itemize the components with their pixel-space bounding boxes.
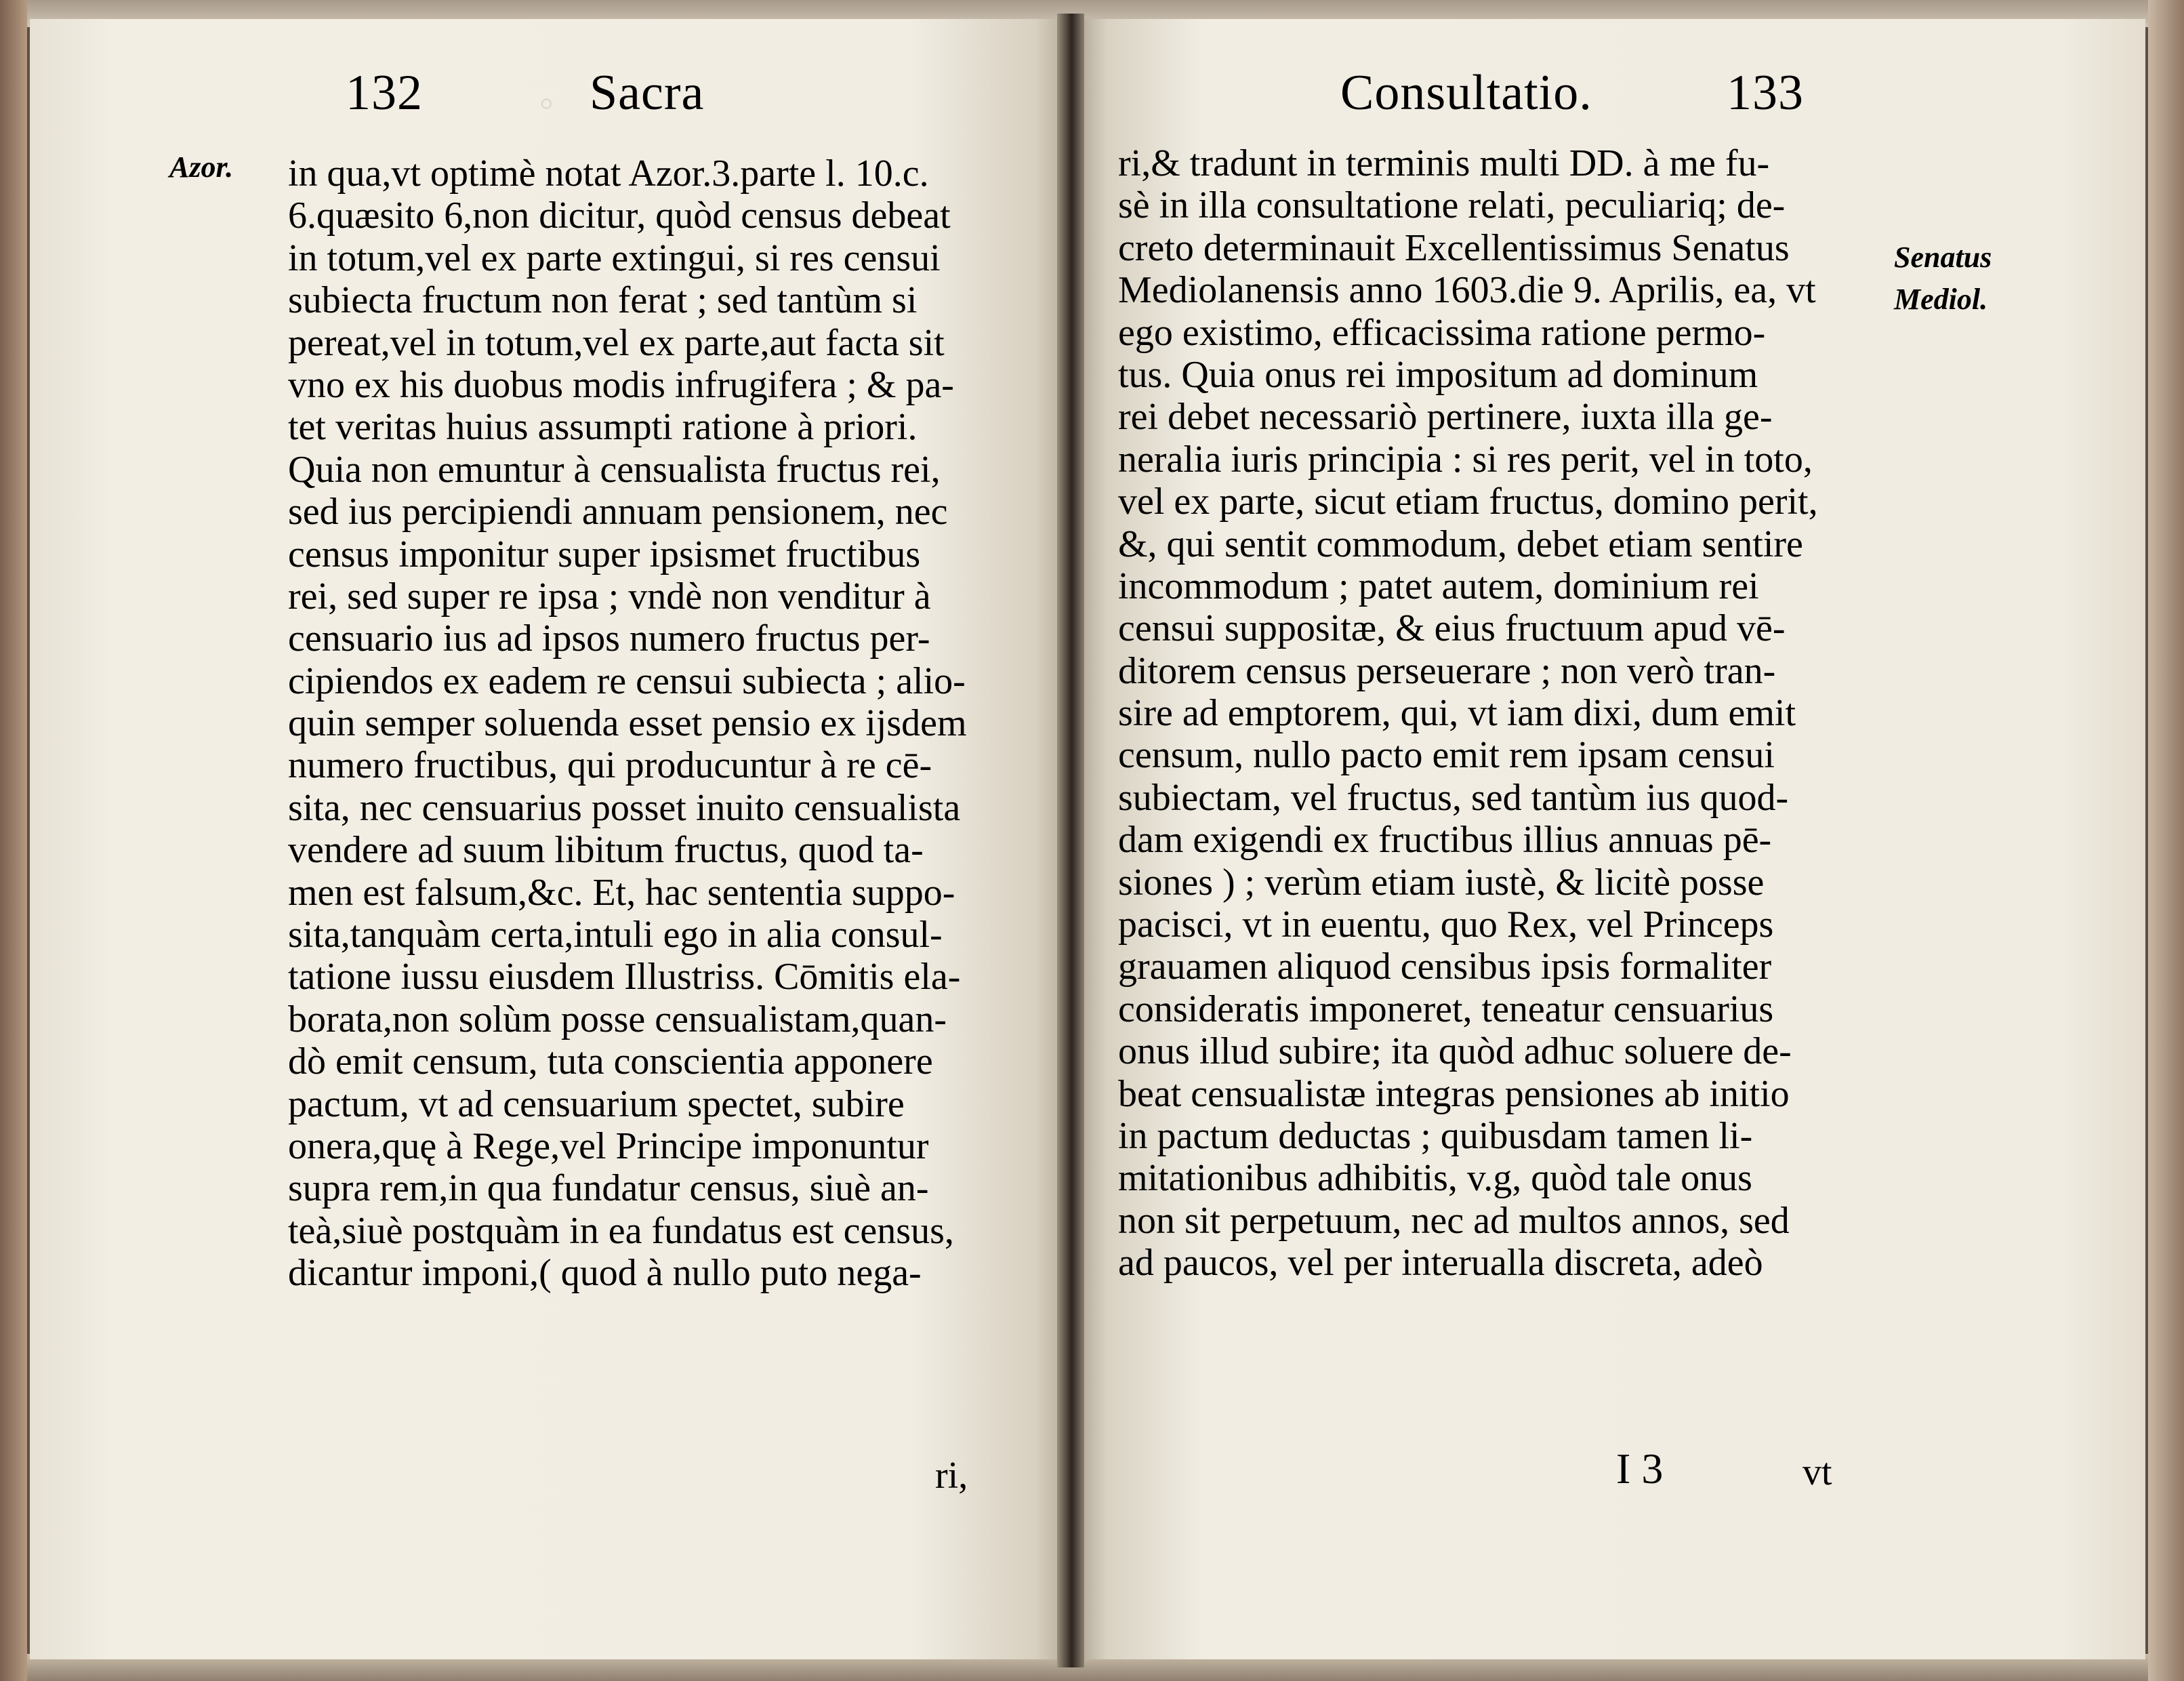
left-page-line: 6.quæsito 6,non dicitur, quòd census debeat	[288, 195, 951, 237]
right-page-line: creto determinauit Excellentissimus Senatus	[1118, 226, 1790, 269]
left-page-line: numero fructibus, qui producuntur à re cē-	[288, 744, 932, 787]
right-page-line: sire ad emptorem, qui, vt iam dixi, dum emit	[1118, 692, 1796, 735]
left-page-line: pactum, vt ad censuarium spectet, subire	[288, 1082, 905, 1125]
left-page-line: borata,non solùm posse censualistam,quan-	[288, 998, 947, 1040]
right-page-line: incommodum ; patet autem, dominium rei	[1118, 565, 1759, 607]
left-page-line: rei, sed super re ipsa ; vndè non venditur à	[288, 575, 931, 617]
left-page-line: onera,quę à Rege,vel Principe imponuntur	[288, 1125, 929, 1167]
right-page-line: censui suppositæ, & eius fructuum apud vē-	[1118, 607, 1786, 650]
book-cover-left	[0, 0, 27, 1681]
right-page-line: subiectam, vel fructus, sed tantùm ius quod-	[1118, 776, 1789, 819]
right-page-line: in pactum deductas ; quibusdam tamen li-	[1118, 1114, 1753, 1157]
left-page-line: vno ex his duobus modis infrugifera ; & pa-	[288, 363, 954, 406]
left-page-line: men est falsum,&c. Et, hac sententia suppo-	[288, 871, 955, 914]
right-page-line: ad paucos, vel per interualla discreta, adeò	[1118, 1242, 1763, 1284]
right-page-line: non sit perpetuum, nec ad multos annos, sed	[1118, 1199, 1790, 1242]
right-page-line: censum, nullo pacto emit rem ipsam censui	[1118, 734, 1775, 777]
left-page-line: sed ius percipiendi annuam pensionem, nec	[288, 491, 948, 533]
right-page-line: consideratis imponeret, teneatur censuarius	[1118, 988, 1774, 1030]
left-page-line: cipiendos ex eadem re censui subiecta ; alio-	[288, 660, 966, 702]
right-page-line: ri,& tradunt in terminis multi DD. à me fu-	[1118, 142, 1770, 184]
margin-note-left: Azor.	[169, 150, 234, 184]
right-page-line: ego existimo, efficacissima ratione permo-	[1118, 311, 1766, 354]
right-page-line: Mediolanensis anno 1603.die 9. Aprilis, ea, vt	[1118, 269, 1816, 312]
left-page-line: pereat,vel in totum,vel ex parte,aut facta sit	[288, 321, 945, 364]
right-page-line: sè in illa consultatione relati, peculiariq; de-	[1118, 184, 1786, 227]
margin-note-right-1: Senatus	[1894, 241, 1992, 274]
right-page-line: &, qui sentit commodum, debet etiam sentire	[1118, 523, 1803, 565]
page-number-left: 132	[346, 65, 423, 121]
show-through-mark: ◦	[539, 79, 554, 127]
left-page-line: Quia non emuntur à censualista fructus rei,	[288, 448, 941, 491]
left-page-line: tet veritas huius assumpti ratione à priori.	[288, 406, 918, 449]
catchword-left: ri,	[935, 1455, 968, 1497]
left-page-line: sita,tanquàm certa,intuli ego in alia consul-	[288, 914, 943, 956]
left-page-line: subiecta fructum non ferat ; sed tantùm si	[288, 279, 918, 322]
left-page-line: dò emit censum, tuta conscientia apponere	[288, 1040, 933, 1083]
right-page-line: mitationibus adhibitis, v.g, quòd tale onus	[1118, 1157, 1752, 1200]
right-page-line: pacisci, vt in euentu, quo Rex, vel Princeps	[1118, 904, 1774, 946]
catchword-right: vt	[1802, 1451, 1832, 1493]
right-page-line: grauamen aliquod censibus ipsis formaliter	[1118, 946, 1772, 988]
signature-mark: I 3	[1616, 1444, 1664, 1493]
page-number-right: 133	[1727, 65, 1804, 121]
book-gutter	[1057, 14, 1084, 1667]
left-page-line: supra rem,in qua fundatur census, siuè an-	[288, 1167, 929, 1210]
left-page-line: tatione iussu eiusdem Illustriss. Cōmitis ela-	[288, 956, 961, 998]
left-page-line: sita, nec censuarius posset inuito censualista	[288, 786, 961, 829]
left-page-line: census imponitur super ipsismet fructibus	[288, 533, 921, 575]
left-page-line: in qua,vt optimè notat Azor.3.parte l. 10.c.	[288, 153, 929, 195]
right-page-line: onus illud subire; ita quòd adhuc soluere de-	[1118, 1030, 1792, 1073]
left-page-line: in totum,vel ex parte extingui, si res censui	[288, 237, 941, 279]
running-head-left: Sacra	[590, 65, 705, 121]
right-page-line: ditorem census perseuerare ; non verò tran-	[1118, 649, 1776, 692]
margin-note-right-2: Mediol.	[1894, 283, 1988, 316]
right-page-body	[1118, 142, 1818, 1284]
left-page-body	[288, 153, 967, 1295]
right-page-line: beat censualistæ integras pensiones ab initio	[1118, 1072, 1790, 1115]
right-page-line: dam exigendi ex fructibus illius annuas pē-	[1118, 819, 1772, 862]
right-page-line: siones ) ; verùm etiam iustè, & licitè posse	[1118, 861, 1765, 904]
right-page-line: tus. Quia onus rei impositum ad dominum	[1118, 353, 1758, 396]
right-page-line: rei debet necessariò pertinere, iuxta illa ge-	[1118, 396, 1773, 439]
left-page-line: teà,siuè postquàm in ea fundatus est census,	[288, 1209, 954, 1252]
right-page-line: vel ex parte, sicut etiam fructus, domino perit,	[1118, 481, 1818, 523]
left-page-line: vendere ad suum libitum fructus, quod ta-	[288, 829, 924, 872]
left-page-line: dicantur imponi,( quod à nullo puto nega-	[288, 1252, 922, 1295]
left-page-line: quin semper soluenda esset pensio ex ijsdem	[288, 702, 967, 745]
book-cover-right	[2148, 0, 2184, 1681]
right-page-line: neralia iuris principia : si res perit, vel in toto,	[1118, 438, 1813, 481]
left-page-line: censuario ius ad ipsos numero fructus per-	[288, 617, 930, 660]
running-head-right: Consultatio.	[1340, 65, 1592, 121]
